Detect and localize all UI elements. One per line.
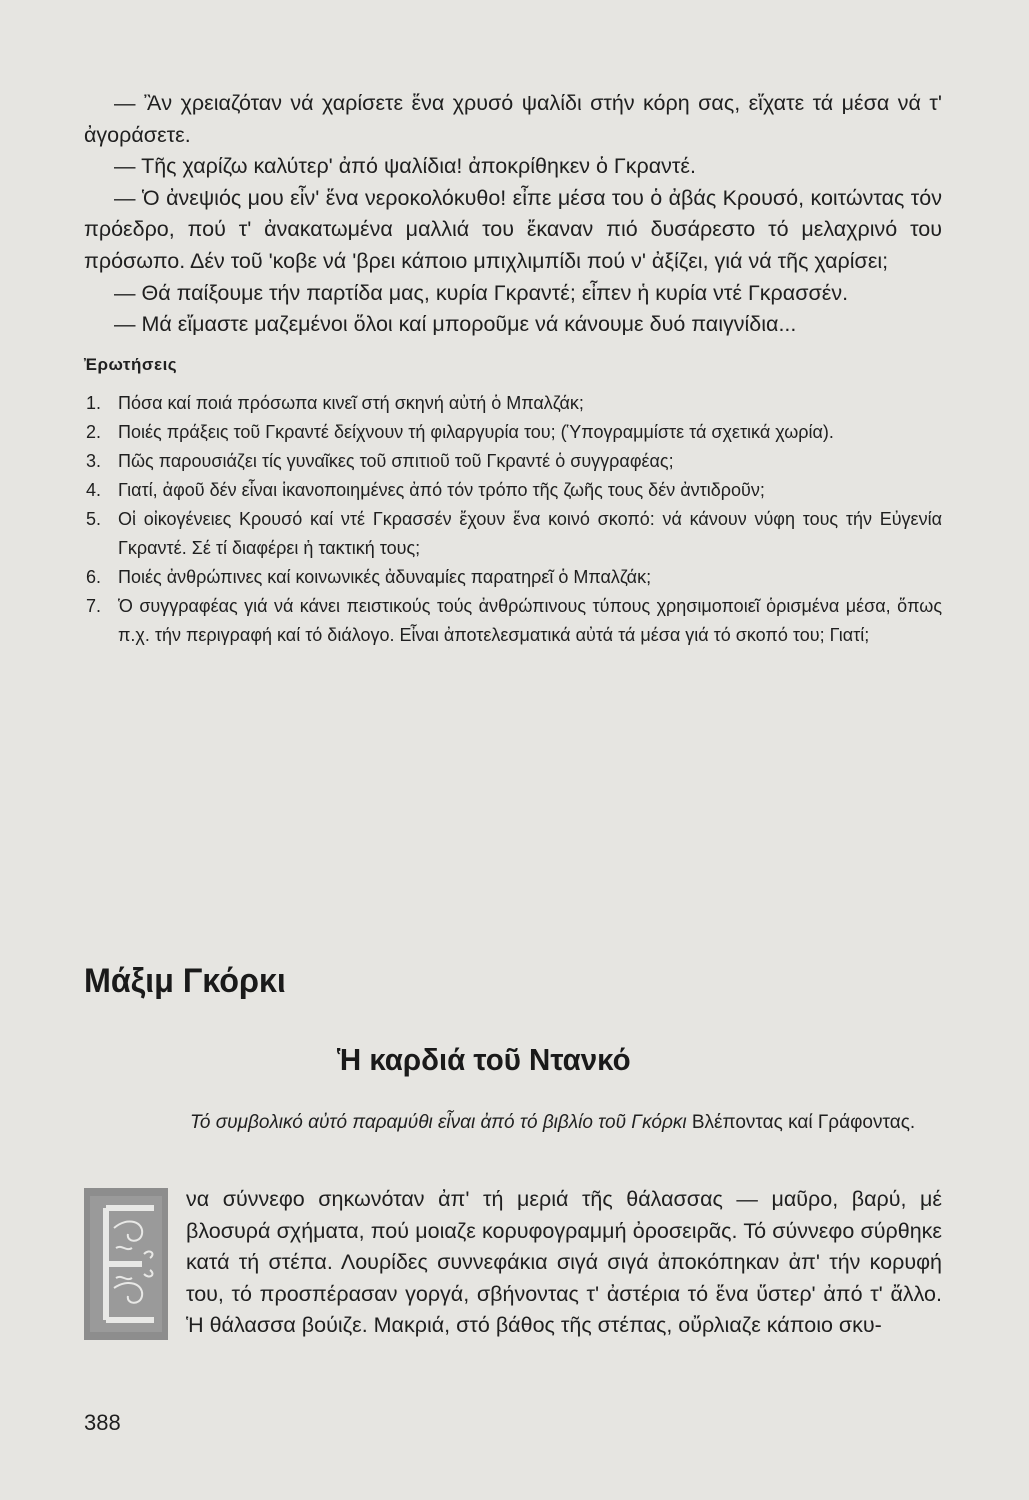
- question-number: 3.: [86, 450, 102, 471]
- main-text-block: [84, 88, 942, 650]
- story-title: Ἡ καρδιά τοῦ Ντανκό: [337, 1042, 631, 1077]
- question-number: 7.: [86, 595, 102, 616]
- question-text: Ποιές ἀνθρώπινες καί κοινωνικές ἀδυναμίες παρατηρεῖ ὁ Μπαλζάκ;: [118, 566, 652, 587]
- question-number: 6.: [86, 566, 102, 587]
- dropcap-e-ornament: [84, 1188, 168, 1340]
- question-item: [84, 592, 942, 650]
- story-paragraph: να σύννεφο σηκωνόταν ἀπ' τή μεριά τῆς θάλασσας — μαῦρο, βαρύ, μέ βλοσυρά σχήματα, πού μοιαζε κορυφογραμμή ὀροσειρᾶς. Τό σύννεφο σύρθηκε κατά τή στέπα. Λουρίδες συννεφάκια σιγά σιγά ἀποκόπηκαν ἀπ' τήν κορυφή του, τό προσπέρασαν γοργά, σβήνοντας τ' ἀστέρια τό ἕνα ὕστερ' ἀπό τ' ἄλλο. Ἡ θάλασσα βούιζε. Μακριά, στό βάθος τῆς στέπας, οὔρλιαζε κάποιο σκυ-: [186, 1187, 942, 1338]
- dialogue-line: — Τῆς χαρίζω καλύτερ' ἀπό ψαλίδια! ἀποκρίθηκεν ὁ Γκραντέ.: [114, 154, 696, 179]
- author-heading: Μάξιμ Γκόρκι: [84, 962, 286, 1000]
- question-text: Πόσα καί ποιά πρόσωπα κινεῖ στή σκηνή αὐτή ὁ Μπαλζάκ;: [118, 392, 584, 413]
- intro-book-title: Βλέποντας καί Γράφοντας.: [691, 1112, 916, 1133]
- question-item: [84, 505, 942, 563]
- question-text: Γιατί, ἀφοῦ δέν εἶναι ἱκανοποιημένες ἀπό τόν τρόπο τῆς ζωῆς τους δέν ἀντιδροῦν;: [118, 479, 765, 500]
- question-text: Πῶς παρουσιάζει τίς γυναῖκες τοῦ σπιτιοῦ τοῦ Γκραντέ ὁ συγγραφέας;: [118, 450, 674, 471]
- page-number: 388: [84, 1410, 121, 1435]
- question-number: 5.: [86, 508, 102, 529]
- question-text: Ὁ συγγραφέας γιά νά κάνει πειστικούς τούς ἀνθρώπινους τύπους χρησιμοποιεῖ ὁρισμένα μέσα, ὅπως π.χ. τήν περιγραφή καί τό διάλογο. Εἶναι ἀποτελεσματικά αὐτά τά μέσα γιά τό σκοπό του; Γιατί;: [118, 595, 942, 645]
- story-body: [84, 1184, 942, 1342]
- questions-heading: Ἐρωτήσεις: [84, 354, 178, 374]
- question-item: [84, 476, 942, 505]
- dialogue-line: — Μά εἴμαστε μαζεμένοι ὅλοι καί μποροῦμε νά κάνουμε δυό παιγνίδια...: [114, 312, 797, 337]
- question-item: [84, 389, 942, 418]
- question-number: 1.: [86, 392, 102, 413]
- question-text: Οἱ οἰκογένειες Κρουσό καί ντέ Γκρασσέν ἔχουν ἕνα κοινό σκοπό: νά κάνουν νύφη τους τήν Εὐγενία Γκραντέ. Σέ τί διαφέρει ἡ τακτική τους;: [118, 508, 942, 558]
- ornamental-e-icon: [84, 1188, 168, 1340]
- intro-italic: Τό συμβολικό αὐτό παραμύθι εἶναι ἀπό τό βιβλίο τοῦ Γκόρκι: [190, 1112, 687, 1133]
- question-item: [84, 563, 942, 592]
- question-item: [84, 418, 942, 447]
- question-number: 2.: [86, 421, 102, 442]
- dialogue-line: — Ὁ ἀνεψιός μου εἶν' ἕνα νεροκολόκυθο! εἶπε μέσα του ὁ ἀβάς Κρουσό, κοιτώντας τόν πρόεδρο, πού τ' ἀνακατωμένα μαλλιά του ἔκαναν πιό δυσάρεστο τό μελαχρινό του πρόσωπο. Δέν τοῦ 'κοβε νά 'βρει κάποιο μπιχλιμπίδι πού ν' ἀξίζει, γιά νά τῆς χαρίσει;: [84, 185, 942, 273]
- question-text: Ποιές πράξεις τοῦ Γκραντέ δείχνουν τή φιλαργυρία του; (Ὑπογραμμίστε τά σχετικά χωρία).: [118, 421, 834, 442]
- dialogue-line: — Θά παίξουμε τήν παρτίδα μας, κυρία Γκραντέ; εἶπεν ἡ κυρία ντέ Γκρασσέν.: [114, 280, 849, 305]
- question-number: 4.: [86, 479, 102, 500]
- questions-list: [84, 389, 942, 650]
- question-item: [84, 447, 942, 476]
- story-intro: [190, 1108, 942, 1137]
- dialogue-line: — Ἂν χρειαζόταν νά χαρίσετε ἕνα χρυσό ψαλίδι στήν κόρη σας, εἴχατε τά μέσα νά τ' ἀγοράσετε.: [84, 91, 942, 147]
